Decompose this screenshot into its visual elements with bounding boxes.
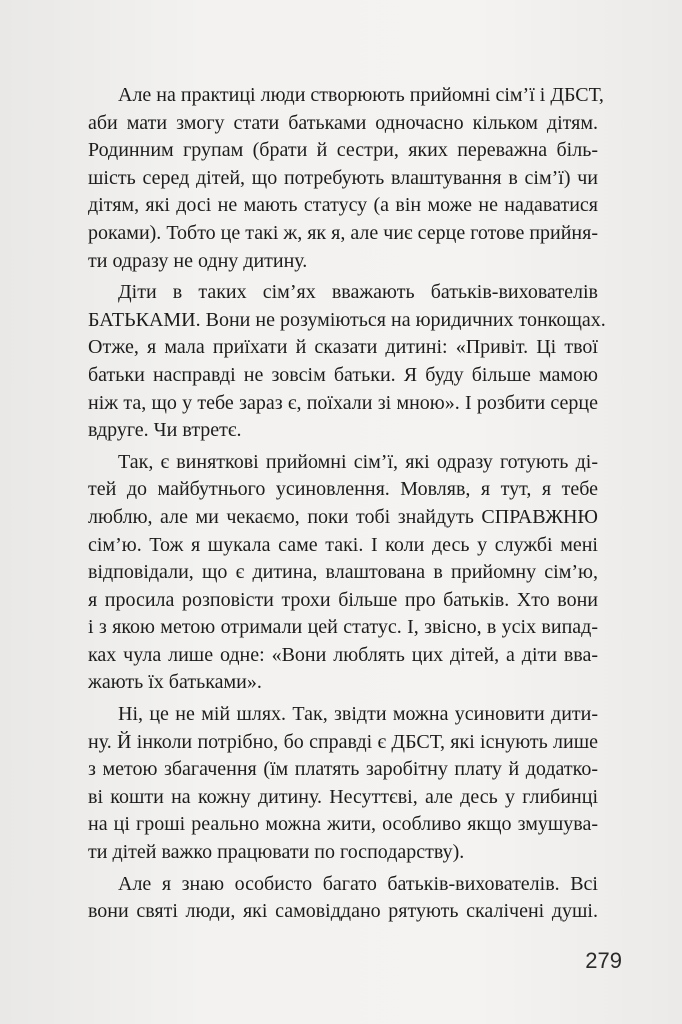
paragraph-4 xyxy=(88,701,598,867)
text-line: люблю, але ми чекаємо, поки тобі знайдуть СПРАВЖНЮ xyxy=(88,505,598,528)
text-line: на ці гроші реально можна жити, особливо якщо змушува- xyxy=(88,813,598,836)
text-line: дітям, які досі не мають статусу (а він може не надаватися xyxy=(88,194,598,217)
text-line: ти одразу не одну дитину. xyxy=(88,249,308,272)
text-line: аби мати змогу стати батьками одночасно кільком дітям. xyxy=(88,111,598,134)
text-line: вдруге. Чи втретє. xyxy=(88,419,242,442)
paragraph-2 xyxy=(88,279,606,445)
text-line: сім’ю. Тож я шукала саме такі. І коли десь у службі мені xyxy=(88,533,598,556)
text-line: Отже, я мала приїхати й сказати дитині: «Привіт. Ці твої xyxy=(88,336,598,359)
text-line: Діти в таких сім’ях вважають батьків-вихователів xyxy=(118,281,598,304)
body-text xyxy=(88,82,606,926)
text-line: ну. Й інколи потрібно, бо справді є ДБСТ, які існують лише xyxy=(88,730,598,753)
text-line: тей до майбутнього усиновлення. Мовляв, я тут, я тебе xyxy=(88,478,598,501)
text-line: ві кошти на кожну дитину. Несуттєві, але десь у глибинці xyxy=(88,785,598,808)
text-line: я просила розповісти трохи більше про батьків. Хто вони xyxy=(88,588,598,611)
text-line: шість серед дітей, що потребують влаштування в сім’ї) чи xyxy=(88,166,598,189)
text-line: ти дітей важко працювати по господарству). xyxy=(88,841,465,864)
text-line: роками). Тобто це такі ж, як я, але чиє серце готове прийня- xyxy=(88,221,598,244)
text-line: Але на практиці люди створюють прийомні сім’ї і ДБСТ, xyxy=(118,84,604,106)
text-line: ніж та, що у тебе зараз є, поїхали зі мною». І розбити серце xyxy=(88,391,598,414)
text-line: Ні, це не мій шлях. Так, звідти можна усиновити дити- xyxy=(118,703,598,726)
text-line: батьки насправді не зовсім батьки. Я буду більше мамою xyxy=(88,363,598,386)
text-line: ках чула лише одне: «Вони люблять цих дітей, а діти вва- xyxy=(88,643,598,666)
text-line: вони святі люди, які самовіддано рятують скалічені душі. xyxy=(88,900,598,923)
paragraph-5 xyxy=(88,871,598,926)
paragraph-1 xyxy=(88,82,604,275)
text-line: Але я знаю особисто багато батьків-вихователів. Всі xyxy=(118,872,598,895)
text-line: Так, є виняткові прийомні сім’ї, які одразу готують ді- xyxy=(118,450,598,473)
text-line: з метою збагачення (їм платять заробітну плату й додатко- xyxy=(88,758,598,781)
text-line: БАТЬКАМИ. Вони не розуміються на юридичних тонкощах. xyxy=(88,308,606,331)
text-line: і з якою метою отримали цей статус. І, звісно, в усіх випад- xyxy=(88,616,598,639)
page-number: 279 xyxy=(585,948,622,973)
text-line: відповідали, що є дитина, влаштована в прийомну сім’ю, xyxy=(88,561,598,584)
paragraph-3 xyxy=(88,449,598,697)
text-line: Родинним групам (брати й сестри, яких переважна біль- xyxy=(88,139,598,162)
text-line: жають їх батьками». xyxy=(88,671,262,694)
